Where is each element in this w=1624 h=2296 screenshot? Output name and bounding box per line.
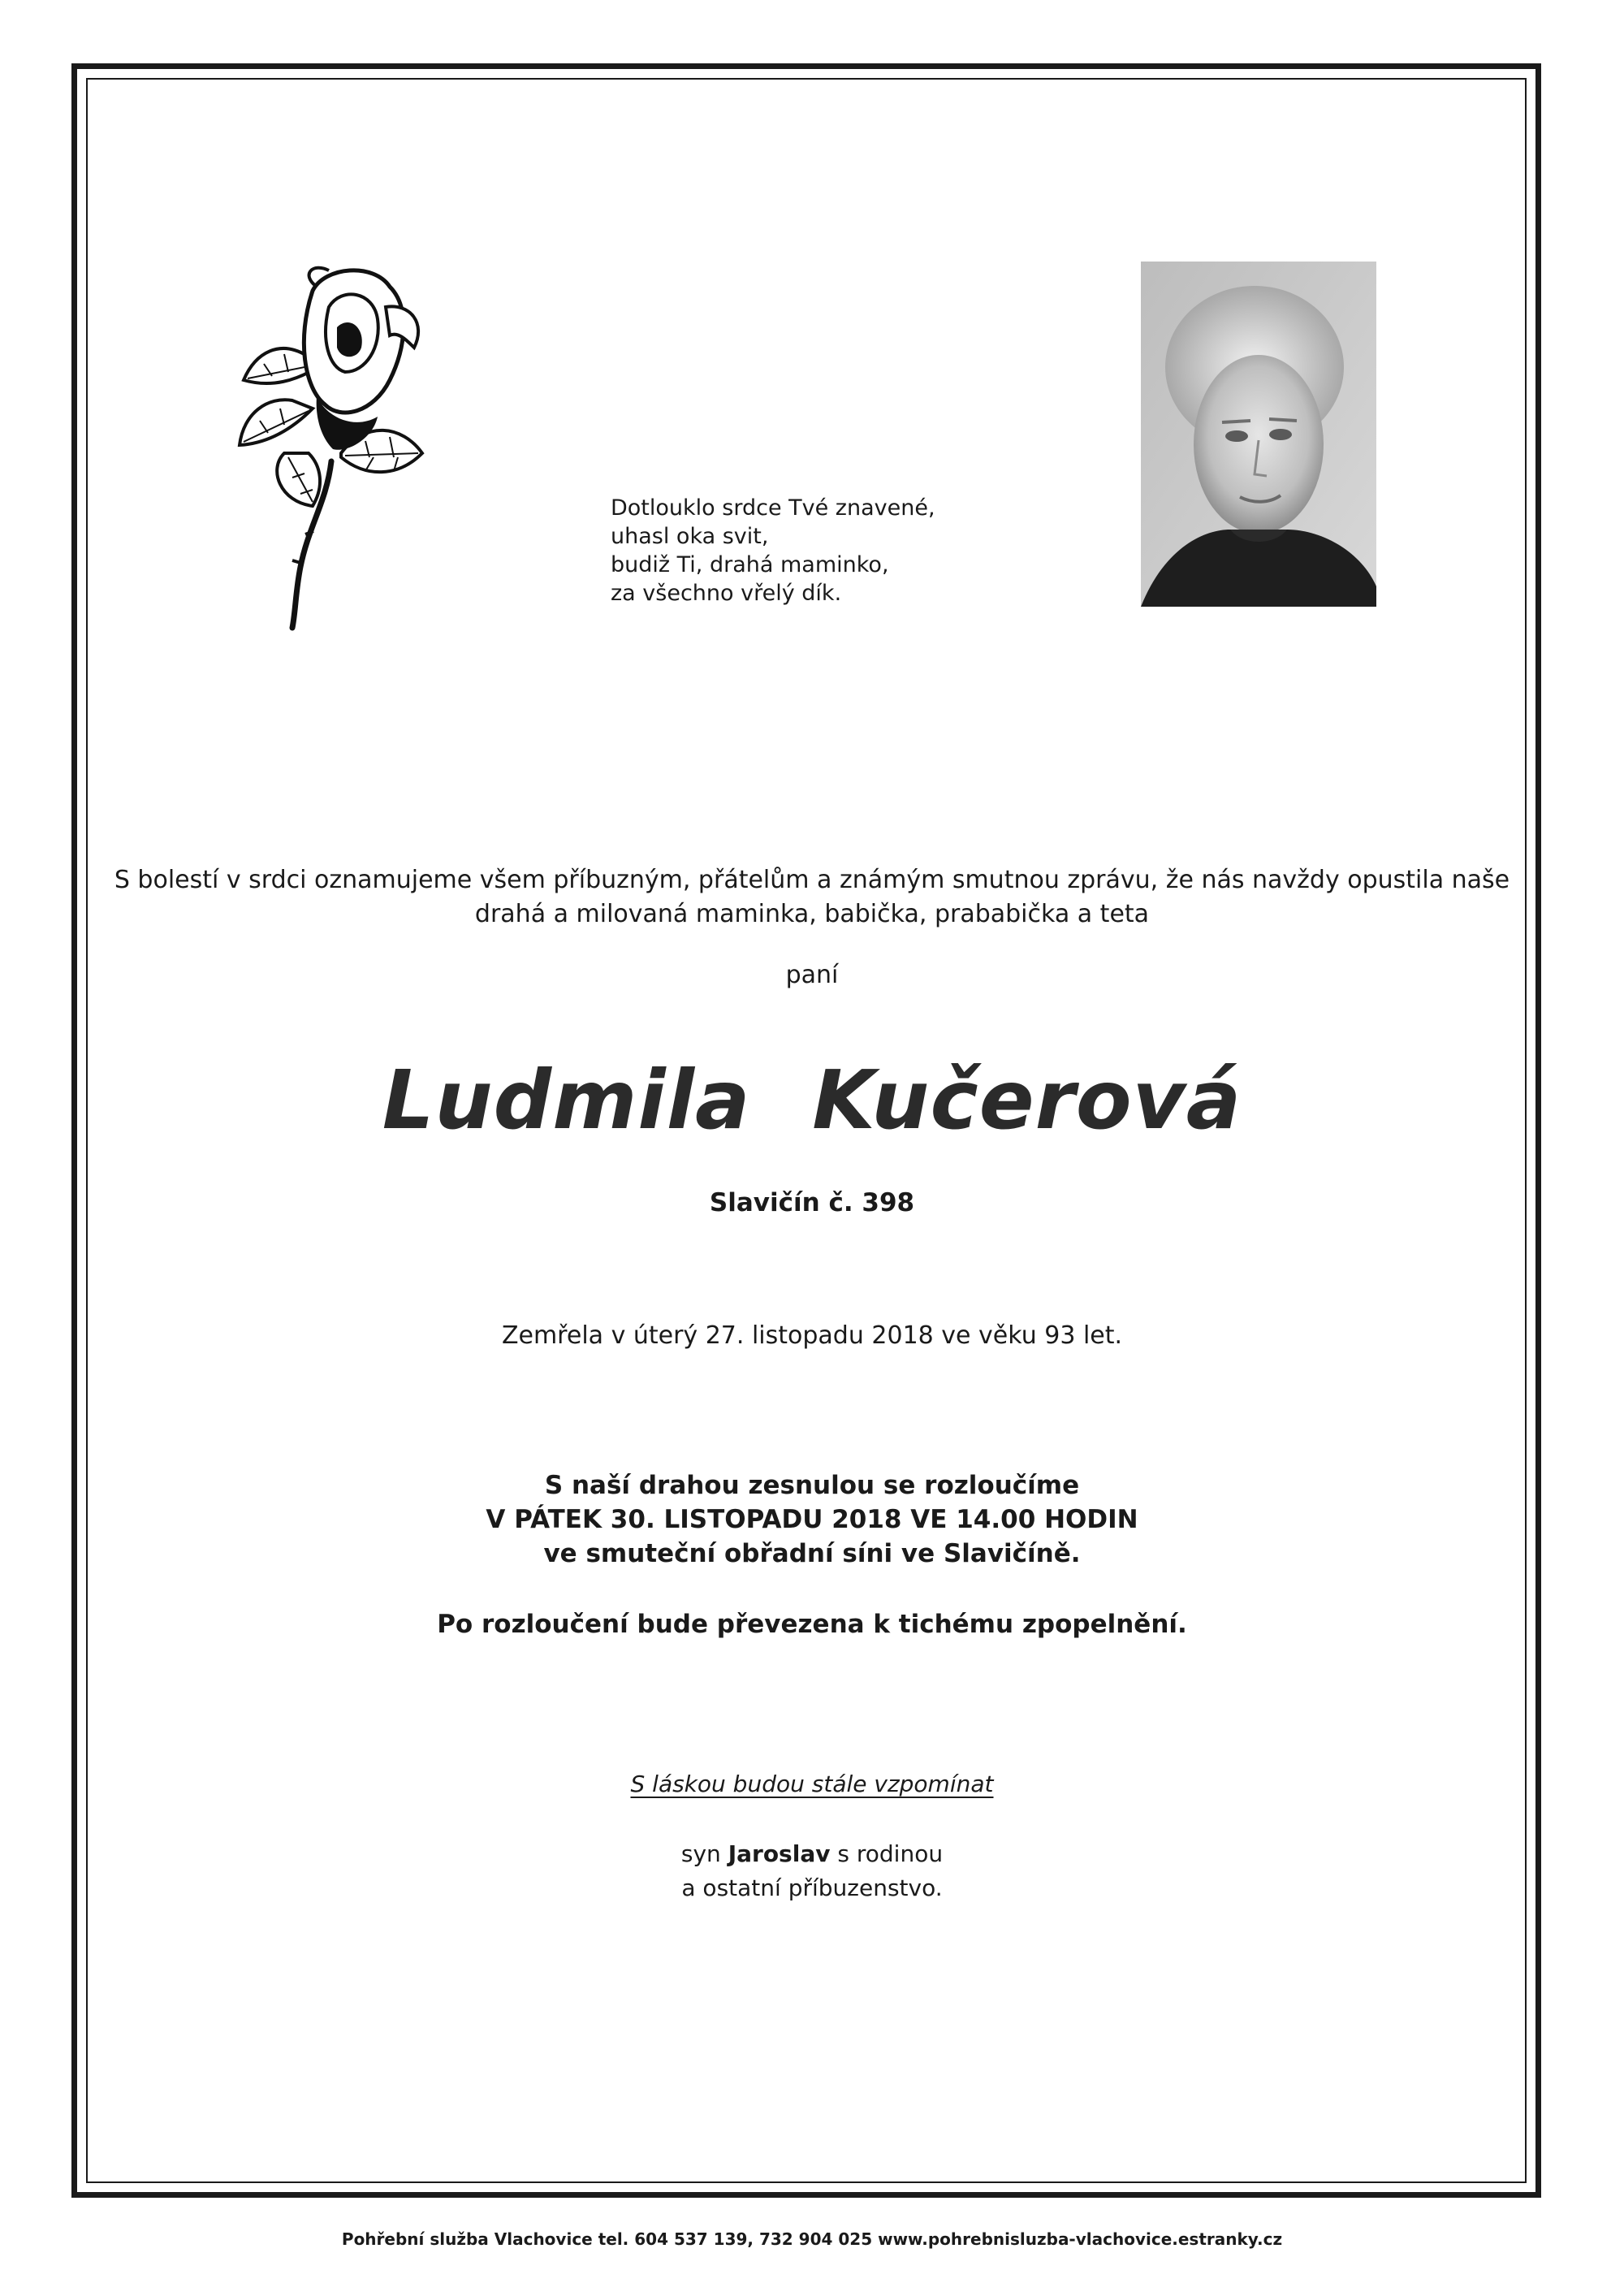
signer-prefix: syn [680,1840,721,1867]
address: Slavičín č. 398 [709,1188,915,1217]
farewell-line: V PÁTEK 30. LISTOPADU 2018 VE 14.00 HODIN [486,1505,1138,1534]
announcement-text: S bolestí v srdci oznamujeme všem příbuzným, přátelům a známým smutnou zprávu, že nás navždy opustila naše drahá a milovaná maminka, babička, prababička a teta [114,866,1510,928]
remembrance-line [0,1771,1624,1797]
verse-line: uhasl oka svit, [611,524,769,549]
footer-contact: Pohřební služba Vlachovice tel. 604 537 139, 732 904 025 www.pohrebnisluzba-vlachovice.estranky.cz [341,2229,1283,2249]
cremation-notice: Po rozloučení bude převezena k tichému zpopelnění. [437,1610,1187,1639]
signer-suffix: s rodinou [837,1840,944,1867]
farewell-line: ve smuteční obřadní síni ve Slavičíně. [543,1539,1081,1568]
portrait-photo [1141,262,1376,607]
verse-line: Dotlouklo srdce Tvé znavené, [611,495,935,521]
verse-block [611,494,935,608]
verse-line: za všechno vřelý dík. [611,581,842,606]
title-prefix: paní [785,961,839,989]
signer-son-name: Jaroslav [728,1840,831,1867]
farewell-block [0,1468,1624,1571]
signers-line-1 [0,1837,1624,1871]
deceased-name: Ludmila Kučerová [382,1053,1242,1148]
rose-icon [235,258,430,632]
signers-line-2: a ostatní příbuzenstvo. [681,1874,943,1901]
death-notice: Zemřela v úterý 27. listopadu 2018 ve věku 93 let. [501,1321,1123,1350]
farewell-line: S naší drahou zesnulou se rozloučíme [544,1471,1080,1500]
verse-line: budiž Ti, drahá maminko, [611,552,889,577]
remembrance-text: S láskou budou stále vzpomínat [630,1771,994,1797]
signers-block [0,1837,1624,1905]
